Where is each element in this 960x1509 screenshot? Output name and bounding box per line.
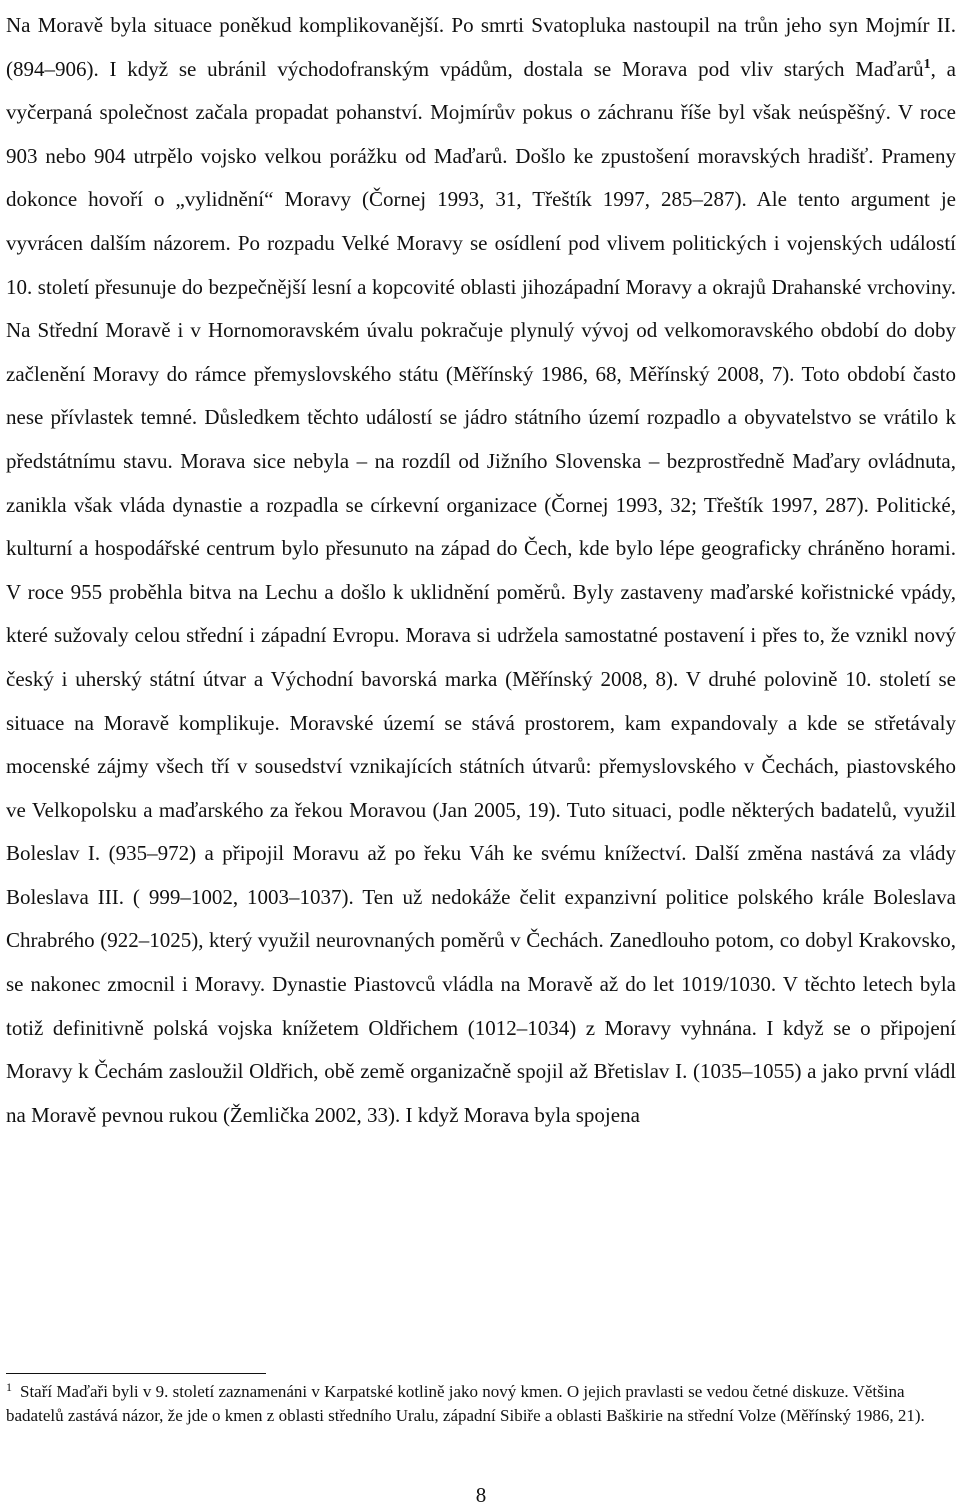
body-text-part-2: , a vyčerpaná společnost začala propadat pohanství. Mojmírův pokus o záchranu říše byl však neúspěšný. V roce 903 nebo 904 utrpělo vojsko velkou porážku od Maďarů. Došlo ke zpustošení moravských hradišť. Prameny dokonce hovoří o „vylidnění“ Moravy (Čornej 1993, 31, Třeštík 1997, 285–287). Ale tento argument je vyvrácen dalším názorem. Po rozpadu Velké Moravy se osídlení pod vlivem politických i vojenských událostí 10. století přesunuje do bezpečnější lesní a kopcovité oblasti jihozápadní Moravy a okrajů Drahanské vrchoviny. Na Střední Moravě i v Hornomoravském úvalu pokračuje plynulý vývoj od velkomoravského období do doby začlenění Moravy do rámce přemyslovského státu (Měřínský 1986, 68, Měřínský 2008, 7). Toto období často nese přívlastek temné. Důsledkem těchto událostí se jádro státního území rozpadlo a obyvatelstvo se vrátilo k předstátnímu stavu. Morava sice nebyla – na rozdíl od Jižního Slovenska – bezprostředně Maďary ovládnuta, zanikla však vláda dynastie a rozpadla se církevní organizace (Čornej 1993, 32; Třeštík 1997, 287). Politické, kulturní a hospodářské centrum bylo přesunuto na západ do Čech, kde bylo lépe geograficky chráněno horami. V roce 955 proběhla bitva na Lechu a došlo k uklidnění poměrů. Byly zastaveny maďarské kořistnické vpády, které sužovaly celou střední i západní Evropu. Morava si udržela samostatné postavení i přes to, že vznikl nový český i uherský státní útvar a Východní bavorská marka (Měřínský 2008, 8). V druhé polovině 10. století se situace na Moravě komplikuje. Moravské území se stává prostorem, kam expandovaly a kde se střetávaly mocenské zájmy všech tří v sousedství vznikajících státních útvarů: přemyslovského v Čechách, piastovského ve Velkopolsku a maďarského za řekou Moravou (Jan 2005, 19). Tuto situaci, podle některých badatelů, využil Boleslav I. (935–972) a připojil Moravu až po řeku Váh ke svému knížectví. Další změna nastává za vlády Boleslava III. ( 999–1002, 1003–1037). Ten už nedokáže čelit expanzivní politice polského krále Boleslava Chrabrého (922–1025), který využil neurovnaných poměrů v Čechách. Zanedlouho potom, co dobyl Krakovsko, se nakonec zmocnil i Moravy. Dynastie Piastovců vládla na Moravě až do let 1019/1030. V těchto letech byla totiž definitivně polská vojska knížetem Oldřichem (1012–1034) z Moravy vyhnána. I když se o připojení Moravy k Čechám zasloužil Oldřich, obě země organizačně spojil až Břetislav I. (1035–1055) a jako první vládl na Moravě pevnou rukou (Žemlička 2002, 33). I když Morava byla spojena: [6, 56, 957, 1127]
page-number: 8: [475, 1483, 487, 1507]
footnote-text: Staří Maďaři byli v 9. století zaznamenáni v Karpatské kotlině jako nový kmen. O jejich pravlasti se vedou četné diskuze. Většina badatelů zastává názor, že jde o kmen z oblasti středního Uralu, západní Sibiře a oblasti Baškirie na střední Volze (Měřínský 1986, 21).: [6, 1382, 925, 1425]
document-page: [6, 0, 956, 1509]
footnote: [6, 1380, 946, 1428]
body-paragraph: [6, 0, 956, 1137]
body-text-part-1: Na Moravě byla situace poněkud komplikovanější. Po smrti Svatopluka nastoupil na trůn jeho syn Mojmír II. (894–906). I když se ubránil východofranským vpádům, dostala se Morava pod vliv starých Maďarů: [6, 13, 956, 81]
footnote-reference[interactable]: 1: [923, 56, 931, 72]
footnote-mark: 1: [6, 1380, 12, 1394]
footnote-divider: [6, 1373, 266, 1374]
